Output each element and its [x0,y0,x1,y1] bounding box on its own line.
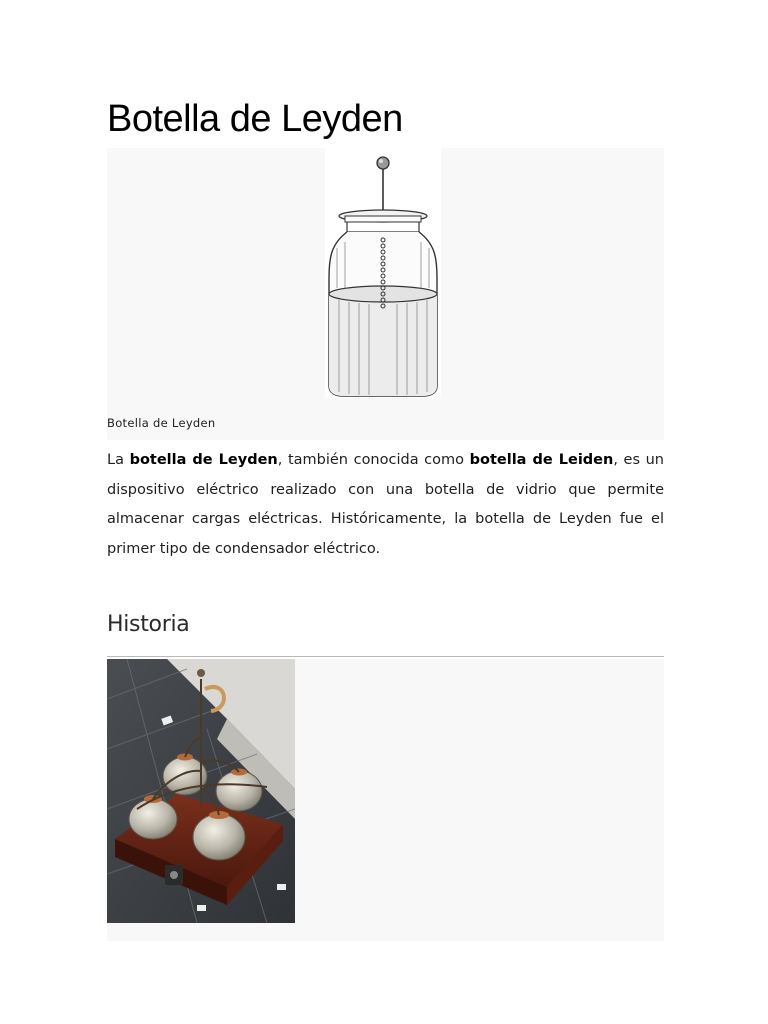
section-divider [107,656,664,657]
intro-text-1: La [107,452,130,468]
figure-leyden-battery [107,659,664,941]
figure-leyden-jar [107,148,664,440]
section-heading-historia: Historia [107,612,190,637]
leyden-jar-battery-photo [107,659,295,923]
intro-text-3: , es un dispositivo eléctrico realizado con una botella de vidrio que permite almacenar cargas eléctricas. Históricamente, la botella de Leyden fue el primer tipo de condensador eléctrico. [107,452,664,557]
intro-text-2: , también conocida como [277,452,470,468]
leyden-jar-illustration [325,148,441,398]
intro-paragraph [107,446,664,564]
figure-caption: Botella de Leyden [107,416,216,430]
term-botella-de-leyden: botella de Leyden [129,452,278,468]
term-botella-de-leiden: botella de Leiden [469,452,614,468]
page-title: Botella de Leyden [107,98,403,140]
